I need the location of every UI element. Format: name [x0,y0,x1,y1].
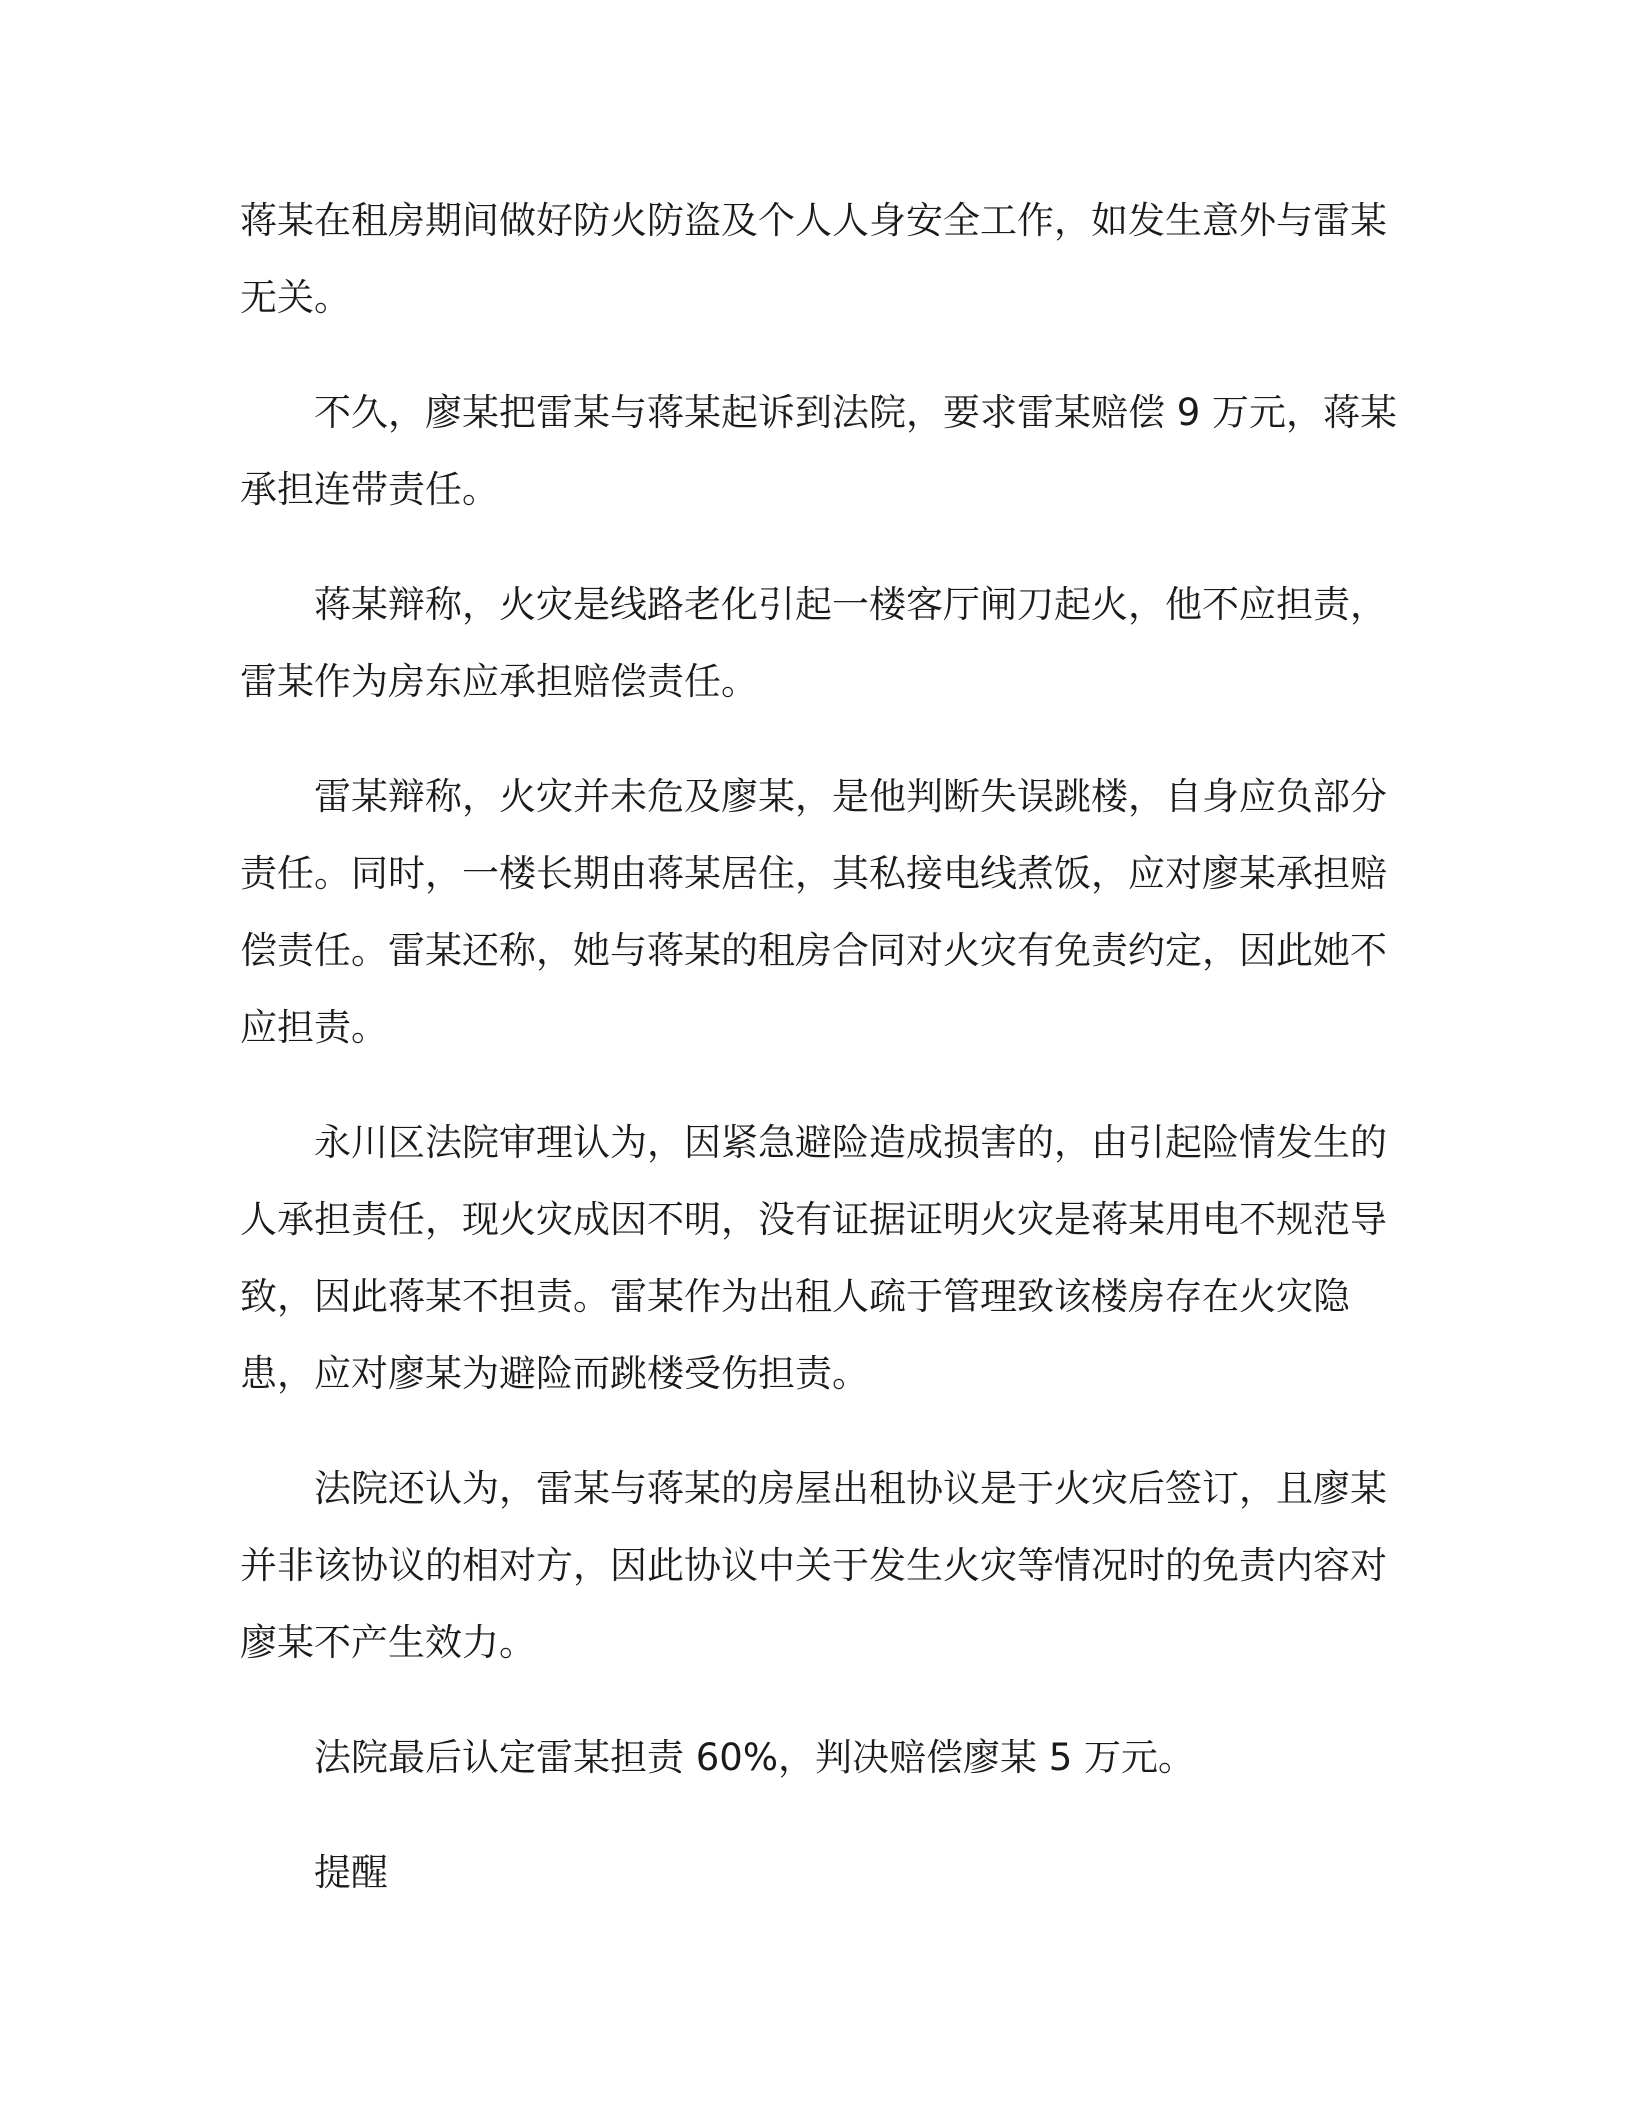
section-heading-reminder: 提醒 [314,1851,388,1894]
paragraph-lawsuit: 不久，廖某把雷某与蒋某起诉到法院，要求雷某赔偿 9 万元，蒋某承担连带责任。 [240,391,1398,511]
paragraph-court-agreement-ruling: 法院还认为，雷某与蒋某的房屋出租协议是于火灾后签订，且廖某并非该协议的相对方，因此协议中关于发生火灾等情况时的免责内容对廖某不产生效力。 [240,1467,1387,1664]
paragraph-court-finding: 永川区法院审理认为，因紧急避险造成损害的，由引起险情发生的人承担责任，现火灾成因不明，没有证据证明火灾是蒋某用电不规范导致，因此蒋某不担责。雷某作为出租人疏于管理致该楼房存在火灾隐患，应对廖某为避险而跳楼受伤担责。 [240,1121,1387,1395]
document-body [240,182,1400,1911]
paragraph-jiang-defense: 蒋某辩称，火灾是线路老化引起一楼客厅闸刀起火，他不应担责，雷某作为房东应承担赔偿责任。 [240,583,1387,703]
paragraph-final-judgment: 法院最后认定雷某担责 60%，判决赔偿廖某 5 万元。 [314,1736,1196,1779]
paragraph-lease-clause: 蒋某在租房期间做好防火防盗及个人人身安全工作，如发生意外与雷某无关。 [240,199,1387,319]
paragraph-lei-defense: 雷某辩称，火灾并未危及廖某，是他判断失误跳楼，自身应负部分责任。同时，一楼长期由蒋某居住，其私接电线煮饭，应对廖某承担赔偿责任。雷某还称，她与蒋某的租房合同对火灾有免责约定，因此她不应担责。 [240,775,1387,1049]
